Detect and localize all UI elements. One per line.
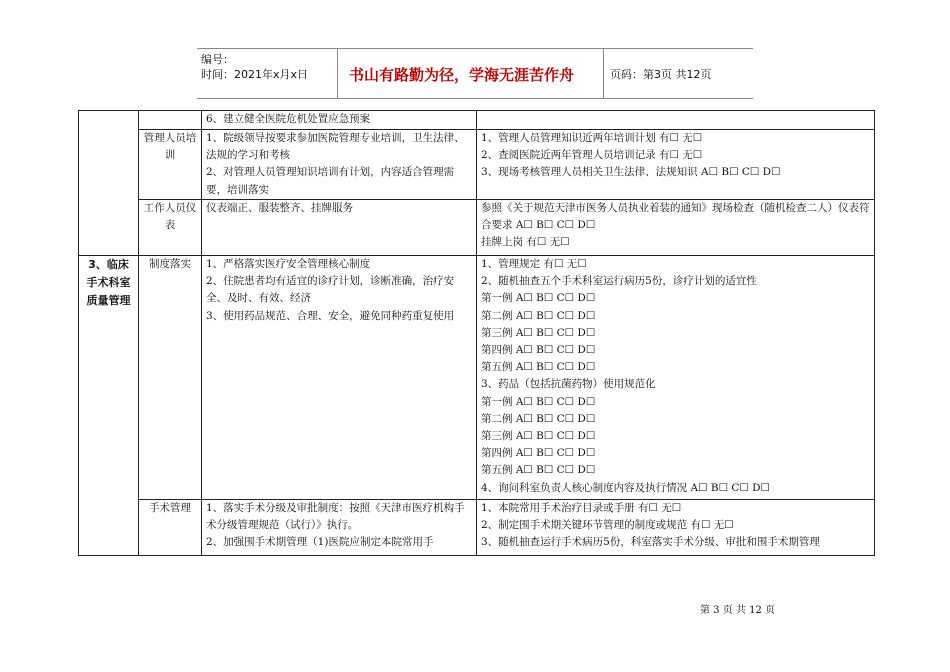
header-meta [201, 52, 308, 82]
check-cell: 1、管理人员管理知识近两年培训计划 有☐ 无☐ 2、查阅医院近两年管理人员培训记录 有☐ 无☐ 3、现场考核管理人员相关卫生法律、法规知识 A☐ B☐ C☐ D☐ [477, 130, 875, 200]
table-row [79, 200, 875, 256]
check-cell [477, 111, 875, 130]
item-cell: 管理人员培训 [139, 130, 202, 200]
standard-cell: 仪表端正、服装整齐、挂牌服务 [202, 200, 477, 256]
header-time: 时间：2021年x月x日 [201, 68, 309, 81]
section-cell-empty [79, 111, 139, 256]
standard-cell: 1、落实手术分级及审批制度：按照《天津市医疗机构手术分级管理规范（试行）》执行。 2、加强围手术期管理（1)医院应制定本院常用手 [202, 500, 477, 556]
check-cell: 参照《关于规范天津市医务人员执业着装的通知》现场检查（随机检查二人）仪表符合要求 A☐ B☐ C☐ D☐ 挂牌上岗 有☐ 无☐ [477, 200, 875, 256]
table-row [79, 130, 875, 200]
table-row [79, 111, 875, 130]
header-page-number: 页码：第3页 共12页 [610, 68, 712, 81]
standard-cell: 1、严格落实医疗安全管理核心制度 2、住院患者均有适宜的诊疗计划，诊断准确，治疗安全、及时、有效、经济 3、使用药品规范、合理、安全，避免同种药重复使用 [202, 256, 477, 500]
item-cell-empty [139, 111, 202, 130]
page-footer: 第 3 页 共 12 页 [700, 605, 775, 616]
item-cell: 工作人员仪表 [139, 200, 202, 256]
standard-cell: 6、建立健全医院危机处置应急预案 [202, 111, 477, 130]
table-row [79, 500, 875, 556]
page-header [197, 48, 753, 99]
item-cell: 制度落实 [139, 256, 202, 500]
table-row [79, 256, 875, 500]
header-motto: 书山有路勤为径，学海无涯苦作舟 [349, 66, 575, 84]
section-title: 3、临床手术科室质量管理 [79, 256, 139, 556]
header-divider [337, 49, 338, 98]
check-cell: 1、本院常用手术治疗目录或手册 有☐ 无☐ 2、制定围手术期关键环节管理的制度或规范 有☐ 无☐ 3、随机抽查运行手术病历5份，科室落实手术分级、审批和围手术期管理 [477, 500, 875, 556]
check-cell: 1、管理规定 有☐ 无☐ 2、随机抽查五个手术科室运行病历5份，诊疗计划的适宜性 第一例 A☐ B☐ C☐ D☐ 第二例 A☐ B☐ C☐ D☐ 第三例 A☐ B☐ C☐ D☐ 第四例 A☐ B☐ C☐ D☐ 第五例 A☐ B☐ C☐ D☐ 3、药品（包括抗菌药物）使用规范化 第一例 A☐ B☐ C☐ D☐ 第二例 A☐ B☐ C☐ D☐ 第三例 A☐ B☐ C☐ D☐ 第四例 A☐ B☐ C☐ D☐ 第五例 A☐ B☐ C☐ D☐ 4、询问科室负责人核心制度内容及执行情况 A☐ B☐ C☐ D☐ [477, 256, 875, 500]
evaluation-table [78, 110, 875, 556]
header-number: 编号： [201, 53, 234, 66]
item-cell: 手术管理 [139, 500, 202, 556]
header-divider [603, 49, 604, 98]
standard-cell: 1、院级领导按要求参加医院管理专业培训，卫生法律、法规的学习和考核 2、对管理人员管理知识培训有计划，内容适合管理需要，培训落实 [202, 130, 477, 200]
